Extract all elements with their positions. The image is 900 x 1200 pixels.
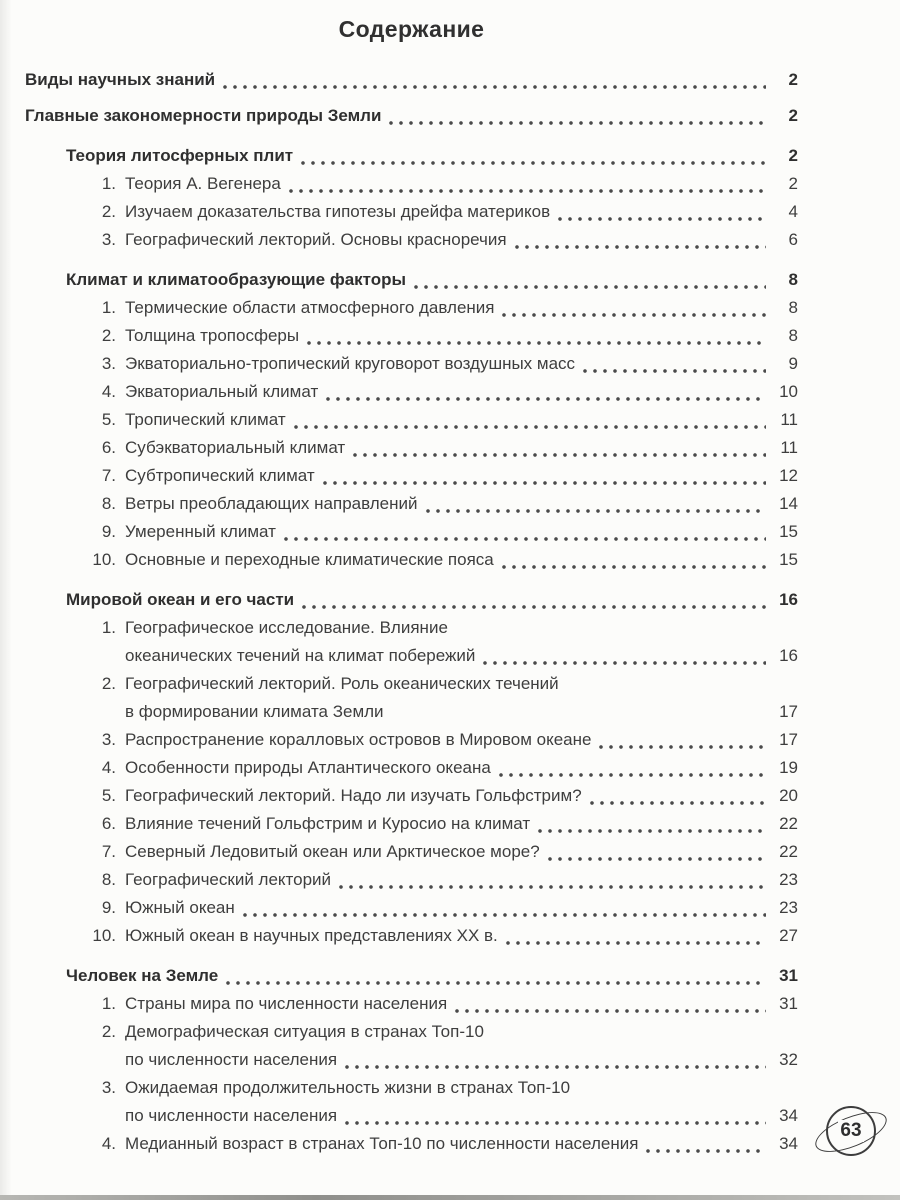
dot-leader	[599, 744, 766, 750]
entry-title: Умеренный климат	[125, 522, 276, 541]
entry-page-number: 9	[788, 354, 798, 373]
dot-leader	[548, 856, 766, 862]
dot-leader	[226, 980, 766, 986]
item-number: 1.	[101, 618, 116, 637]
dot-leader	[345, 1064, 766, 1070]
entry-title: Особенности природы Атлантического океана	[125, 758, 491, 777]
entry-title: Тропический климат	[125, 410, 286, 429]
entry-page-number: 17	[779, 730, 798, 749]
dot-leader	[502, 312, 766, 318]
entry-page-number: 22	[779, 814, 798, 833]
entry-title: Южный океан	[125, 898, 235, 917]
entry-title: Медианный возраст в странах Топ-10 по численности населения	[125, 1134, 639, 1153]
entry-title: Термические области атмосферного давления	[125, 298, 495, 317]
toc-top-entry	[25, 102, 798, 130]
entry-page-number: 8	[788, 326, 798, 345]
entry-title: Географическое исследование. Влияние	[125, 618, 448, 637]
dot-leader	[339, 884, 766, 890]
dot-leader	[583, 368, 766, 374]
entry-page-number: 11	[780, 438, 798, 457]
toc-item-continued	[25, 642, 798, 670]
entry-page-number: 16	[779, 646, 798, 665]
dot-leader	[590, 800, 766, 806]
toc-item	[25, 810, 798, 838]
entry-page-number: 2	[788, 106, 798, 125]
entry-title: Теория литосферных плит	[66, 146, 294, 165]
item-number: 2.	[101, 674, 116, 693]
dot-leader	[284, 536, 766, 542]
item-number: 4.	[101, 758, 116, 777]
toc-top-entry	[25, 66, 798, 94]
item-number: 8.	[101, 870, 116, 889]
toc-item	[25, 350, 798, 378]
entry-page-number: 14	[779, 494, 798, 513]
dot-leader	[483, 660, 766, 666]
toc-item-continued	[25, 698, 798, 726]
dot-leader	[307, 340, 766, 346]
entry-page-number: 2	[788, 174, 798, 193]
entry-title: Ожидаемая продолжительность жизни в странах Топ-10	[125, 1078, 571, 1097]
item-number: 3.	[101, 730, 116, 749]
toc-item-continued	[25, 1046, 798, 1074]
dot-leader	[646, 1148, 766, 1154]
entry-page-number: 17	[779, 702, 798, 721]
item-number: 7.	[101, 842, 116, 861]
toc-list	[25, 66, 798, 1158]
entry-page-number: 12	[779, 466, 798, 485]
dot-leader	[499, 772, 766, 778]
item-number: 8.	[101, 494, 116, 513]
toc-item	[25, 226, 798, 254]
dot-leader	[289, 188, 766, 194]
entry-title: Экваториальный климат	[125, 382, 319, 401]
toc-item	[25, 866, 798, 894]
page-number: 63	[840, 1120, 862, 1141]
entry-title: Влияние течений Гольфстрим и Куросио на климат	[125, 814, 531, 833]
entry-page-number: 20	[779, 786, 798, 805]
toc-item	[25, 322, 798, 350]
dot-leader	[243, 912, 766, 918]
entry-title: Географический лекторий. Роль океанических течений	[125, 674, 559, 693]
toc-item	[25, 754, 798, 782]
toc-item	[25, 170, 798, 198]
toc-item	[25, 434, 798, 462]
toc-item	[25, 726, 798, 754]
entry-title: Страны мира по численности населения	[125, 994, 448, 1013]
entry-page-number: 32	[779, 1050, 798, 1069]
scan-bottom-edge	[0, 1195, 900, 1200]
entry-page-number: 19	[779, 758, 798, 777]
entry-title: Экваториально-тропический круговорот воздушных масс	[125, 354, 576, 373]
item-number: 9.	[101, 898, 116, 917]
item-number: 1.	[101, 174, 116, 193]
dot-leader	[223, 84, 766, 90]
item-number: 3.	[101, 230, 116, 249]
toc-item	[25, 546, 798, 574]
entry-title: океанических течений на климат побережий	[125, 646, 476, 665]
item-number: 10.	[92, 926, 116, 945]
entry-title: Субтропический климат	[125, 466, 315, 485]
entry-title: Мировой океан и его части	[66, 590, 295, 609]
dot-leader	[323, 480, 766, 486]
dot-leader	[302, 604, 766, 610]
toc-section-heading	[25, 142, 798, 170]
entry-title: Географический лекторий. Надо ли изучать Гольфстрим?	[125, 786, 582, 805]
entry-title: Географический лекторий. Основы красноречия	[125, 230, 507, 249]
item-number: 3.	[101, 354, 116, 373]
entry-page-number: 11	[780, 410, 798, 429]
item-number: 6.	[101, 438, 116, 457]
entry-title: Распространение коралловых островов в Мировом океане	[125, 730, 592, 749]
toc-section-heading	[25, 962, 798, 990]
toc-item	[25, 378, 798, 406]
toc-item	[25, 1018, 798, 1046]
item-number: 4.	[101, 382, 116, 401]
item-number: 1.	[101, 298, 116, 317]
toc-section-heading	[25, 586, 798, 614]
dot-leader	[538, 828, 766, 834]
dot-leader	[389, 120, 766, 126]
entry-page-number: 15	[779, 522, 798, 541]
dot-leader	[294, 424, 766, 430]
item-number: 9.	[101, 522, 116, 541]
entry-page-number: 23	[779, 870, 798, 889]
entry-page-number: 22	[779, 842, 798, 861]
entry-title: в формировании климата Земли	[125, 702, 384, 721]
toc-item	[25, 1074, 798, 1102]
entry-title: Субэкваториальный климат	[125, 438, 346, 457]
dot-leader	[558, 216, 766, 222]
entry-page-number: 23	[779, 898, 798, 917]
item-number: 5.	[101, 410, 116, 429]
entry-title: Климат и климатообразующие факторы	[66, 270, 407, 289]
entry-page-number: 4	[788, 202, 798, 221]
dot-leader	[506, 940, 766, 946]
entry-page-number: 2	[788, 146, 798, 165]
dot-leader	[414, 284, 766, 290]
entry-page-number: 15	[779, 550, 798, 569]
entry-title: Человек на Земле	[66, 966, 219, 985]
item-number: 2.	[101, 202, 116, 221]
toc-item	[25, 922, 798, 950]
entry-page-number: 8	[788, 270, 798, 289]
toc-item	[25, 838, 798, 866]
entry-page-number: 31	[779, 994, 798, 1013]
entry-page-number: 10	[779, 382, 798, 401]
toc-item	[25, 198, 798, 226]
entry-title: Главные закономерности природы Земли	[25, 106, 382, 125]
item-number: 6.	[101, 814, 116, 833]
entry-page-number: 34	[779, 1134, 798, 1153]
entry-page-number: 2	[788, 70, 798, 89]
entry-title: Основные и переходные климатические пояса	[125, 550, 494, 569]
toc-item	[25, 462, 798, 490]
toc-item	[25, 782, 798, 810]
item-number: 2.	[101, 326, 116, 345]
toc-item	[25, 518, 798, 546]
entry-title: Географический лекторий	[125, 870, 332, 889]
entry-page-number: 27	[779, 926, 798, 945]
dot-leader	[301, 160, 766, 166]
item-number: 7.	[101, 466, 116, 485]
entry-page-number: 31	[779, 966, 798, 985]
toc-item	[25, 406, 798, 434]
item-number: 4.	[101, 1134, 116, 1153]
toc-item	[25, 614, 798, 642]
dot-leader	[515, 244, 766, 250]
dot-leader	[353, 452, 766, 458]
entry-title: Толщина тропосферы	[125, 326, 300, 345]
page-number-badge	[826, 1106, 876, 1156]
toc-item	[25, 490, 798, 518]
dot-leader	[426, 508, 766, 514]
item-number: 5.	[101, 786, 116, 805]
dot-leader	[502, 564, 766, 570]
entry-title: Теория А. Вегенера	[125, 174, 281, 193]
entry-title: по численности населения	[125, 1050, 338, 1069]
entry-title: Южный океан в научных представлениях XX в.	[125, 926, 498, 945]
entry-title: Ветры преобладающих направлений	[125, 494, 418, 513]
page-title: Содержание	[338, 16, 485, 42]
entry-page-number: 6	[788, 230, 798, 249]
item-number: 3.	[101, 1078, 116, 1097]
toc-item	[25, 670, 798, 698]
item-number: 2.	[101, 1022, 116, 1041]
toc-item	[25, 990, 798, 1018]
toc-item	[25, 1130, 798, 1158]
entry-page-number: 8	[788, 298, 798, 317]
dot-leader	[326, 396, 766, 402]
toc-item	[25, 294, 798, 322]
entry-title: Виды научных знаний	[25, 70, 216, 89]
entry-title: Северный Ледовитый океан или Арктическое море?	[125, 842, 540, 861]
item-number: 10.	[92, 550, 116, 569]
entry-title: по численности населения	[125, 1106, 338, 1125]
toc-item	[25, 894, 798, 922]
dot-leader	[455, 1008, 766, 1014]
entry-page-number: 34	[779, 1106, 798, 1125]
entry-title: Демографическая ситуация в странах Топ-10	[125, 1022, 484, 1041]
item-number: 1.	[101, 994, 116, 1013]
toc-section-heading	[25, 266, 798, 294]
entry-page-number: 16	[779, 590, 798, 609]
entry-title: Изучаем доказательства гипотезы дрейфа материков	[125, 202, 551, 221]
dot-leader	[345, 1120, 766, 1126]
toc-item-continued	[25, 1102, 798, 1130]
